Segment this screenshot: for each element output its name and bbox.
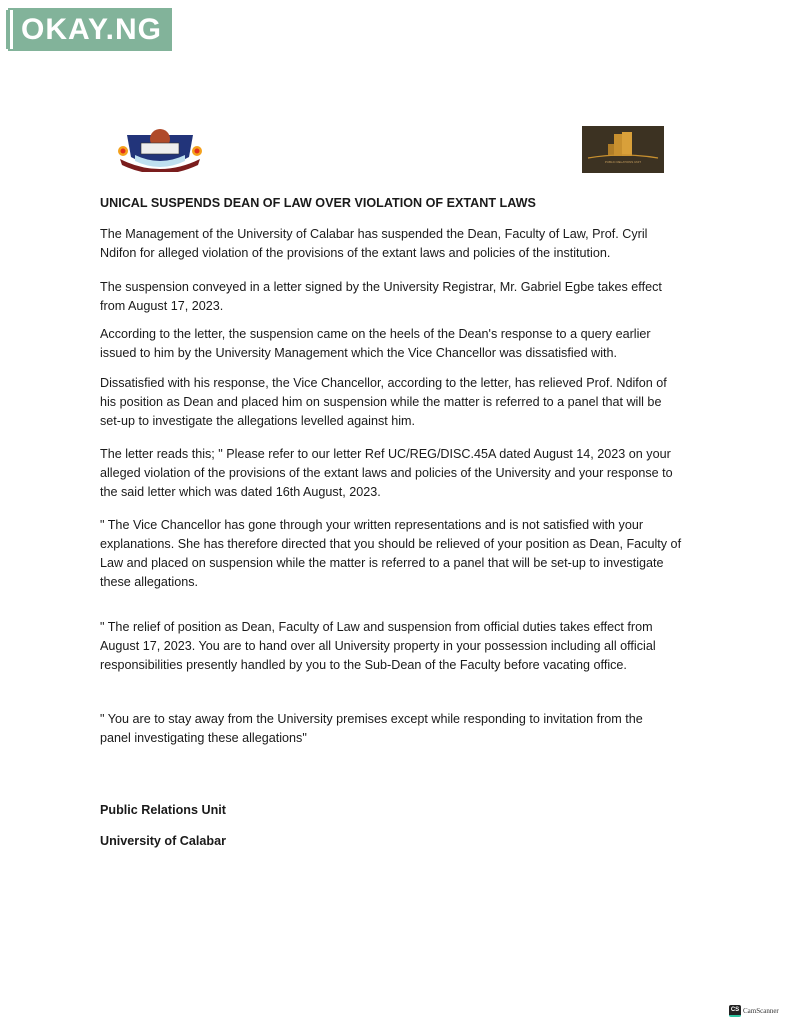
- body-paragraph: [100, 516, 700, 592]
- page-title: UNICAL SUSPENDS DEAN OF LAW OVER VIOLATION OF EXTANT LAWS: [100, 196, 536, 210]
- paragraph-line: Dissatisfied with his response, the Vice Chancellor, according to the letter, has relieved Prof. Ndifon of: [100, 376, 667, 390]
- signature-unit: Public Relations Unit: [100, 803, 226, 817]
- paragraph-line: set-up to investigate the allegations levelled against him.: [100, 414, 416, 428]
- body-paragraph: [100, 278, 700, 316]
- paragraph-line: According to the letter, the suspension came on the heels of the Dean's response to a query earlier: [100, 327, 651, 341]
- body-paragraph: [100, 445, 700, 502]
- camscanner-badge: [729, 1005, 779, 1017]
- building-icon: [582, 126, 664, 173]
- signature-institution: University of Calabar: [100, 834, 226, 848]
- body-paragraph: [100, 618, 700, 675]
- paragraph-line: The suspension conveyed in a letter signed by the University Registrar, Mr. Gabriel Egbe takes effect: [100, 280, 662, 294]
- camscanner-label: CamScanner: [743, 1007, 779, 1015]
- camscanner-icon: CS: [729, 1005, 741, 1017]
- watermark-bar: [6, 10, 8, 49]
- paragraph-line: The Management of the University of Calabar has suspended the Dean, Faculty of Law, Prof. Cyril: [100, 227, 648, 241]
- body-paragraph: [100, 710, 700, 748]
- paragraph-line: August 17, 2023. You are to hand over all University property in your possession including all official: [100, 639, 656, 653]
- paragraph-line: The letter reads this; " Please refer to our letter Ref UC/REG/DISC.45A dated August 14, 2023 on your: [100, 447, 671, 461]
- paragraph-line: issued to him by the University Management which the Vice Chancellor was dissatisfied with.: [100, 346, 618, 360]
- pr-unit-logo: [582, 126, 664, 173]
- paragraph-line: alleged violation of the provisions of the extant laws and policies of the University and your response to: [100, 466, 673, 480]
- paragraph-line: responsibilities presently handled by you to the Sub-Dean of the Faculty before vacating office.: [100, 658, 627, 672]
- paragraph-line: explanations. She has therefore directed that you should be relieved of your position as Dean, Faculty of: [100, 537, 682, 551]
- paragraph-line: " The Vice Chancellor has gone through your written representations and is not satisfied with your: [100, 518, 644, 532]
- unical-crest-logo: [115, 127, 205, 172]
- paragraph-line: " You are to stay away from the University premises except while responding to invitation from the: [100, 712, 643, 726]
- body-paragraph: [100, 225, 700, 263]
- paragraph-line: the said letter which was dated 16th August, 2023.: [100, 485, 381, 499]
- okay-ng-watermark: [10, 10, 170, 49]
- pr-logo-text: PUBLIC RELATIONS UNIT: [604, 160, 642, 164]
- body-paragraph: [100, 325, 700, 363]
- paragraph-line: panel investigating these allegations": [100, 731, 307, 745]
- body-paragraph: [100, 374, 700, 431]
- paragraph-line: his position as Dean and placed him on suspension while the matter is referred to a panel that will be: [100, 395, 662, 409]
- paragraph-line: Law and placed on suspension while the matter is referred to a panel that will be set-up to investigate: [100, 556, 664, 570]
- paragraph-line: Ndifon for alleged violation of the provisions of the extant laws and policies of the institution.: [100, 246, 611, 260]
- paragraph-line: " The relief of position as Dean, Faculty of Law and suspension from official duties takes effect from: [100, 620, 653, 634]
- paragraph-line: these allegations.: [100, 575, 199, 589]
- watermark-text: OKAY.NG: [21, 12, 162, 46]
- paragraph-line: from August 17, 2023.: [100, 299, 224, 313]
